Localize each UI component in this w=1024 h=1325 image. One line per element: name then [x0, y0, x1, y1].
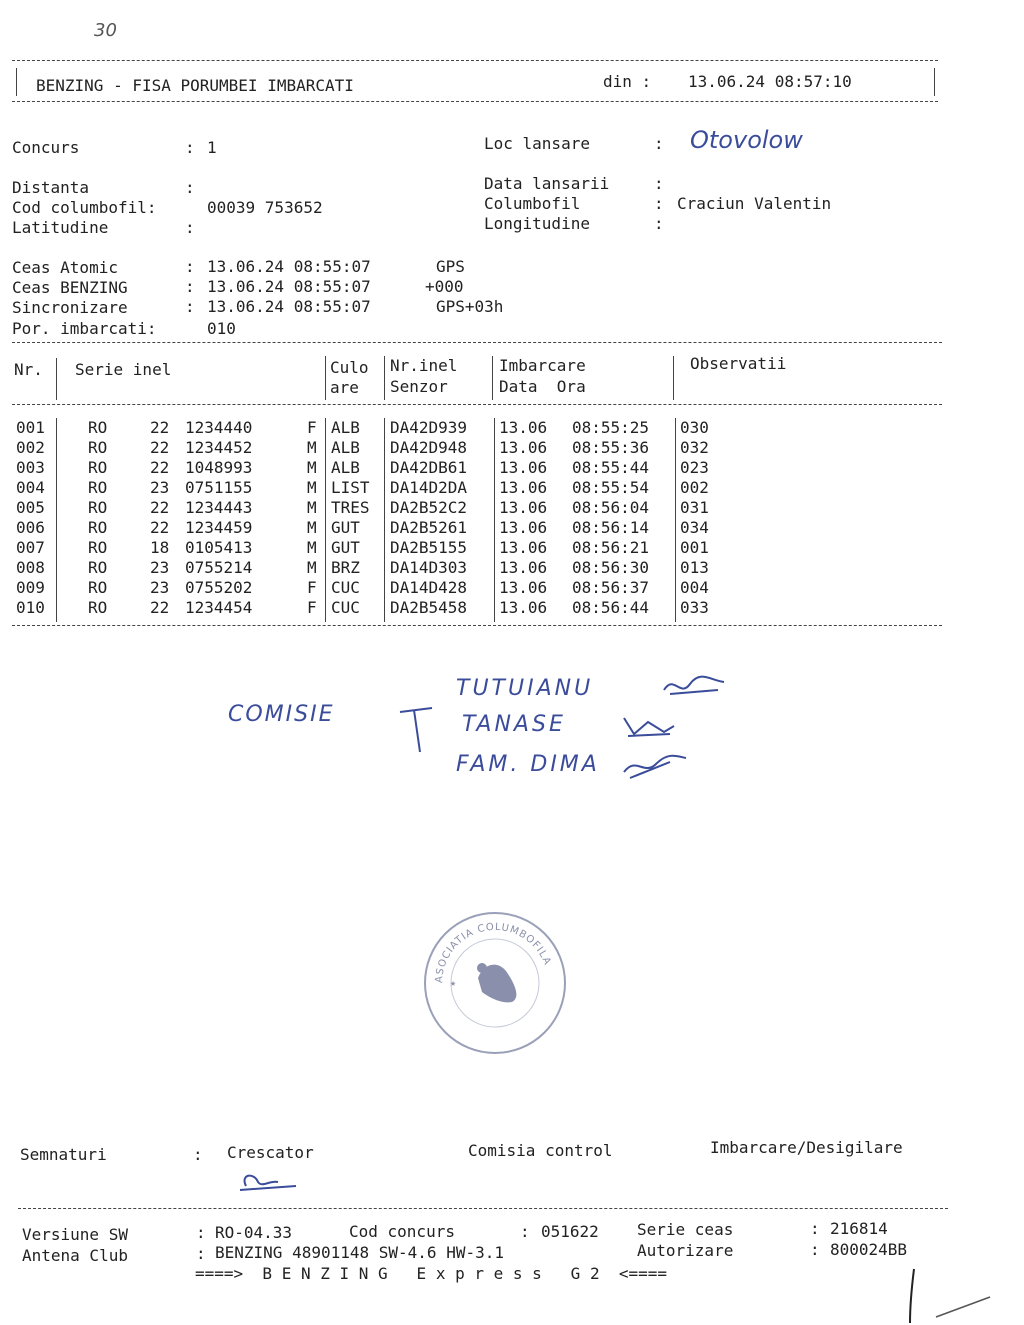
- versiune-sw-label: Versiune SW: [22, 1225, 128, 1244]
- cell-culoare: GUT: [331, 518, 360, 537]
- cell-data: 13.06: [499, 498, 548, 517]
- serie-ceas-label: Serie ceas: [637, 1220, 734, 1239]
- ceas-benzing-note: +000: [425, 277, 464, 296]
- sincronizare-colon: :: [185, 297, 195, 316]
- cell-an: 22: [150, 458, 170, 477]
- cell-senzor: DA2B5261: [390, 518, 468, 537]
- cell-culoare: ALB: [331, 458, 360, 477]
- cell-senzor: DA42DB61: [390, 458, 468, 477]
- autorizare-value: 800024BB: [830, 1240, 908, 1259]
- col-header-nr-inel-2: Senzor: [390, 377, 448, 396]
- cell-tara: RO: [88, 458, 108, 477]
- cell-an: 22: [150, 598, 170, 617]
- table-row: [0, 578, 1024, 598]
- col-sep-serie: [325, 356, 326, 400]
- col-header-culoare-1: Culo: [330, 358, 369, 377]
- header-date-label: din :: [603, 72, 652, 91]
- cell-data: 13.06: [499, 578, 548, 597]
- latitudine-colon: :: [185, 218, 195, 237]
- cell-ora: 08:55:54: [572, 478, 650, 497]
- signature-comisia-label: Comisia control: [468, 1141, 613, 1160]
- svg-text:★: ★: [450, 978, 457, 989]
- cell-sex: M: [307, 498, 317, 517]
- cell-nr: 010: [16, 598, 45, 617]
- cell-culoare: CUC: [331, 598, 360, 617]
- autorizare-label: Autorizare: [637, 1241, 734, 1260]
- table-row: [0, 458, 1024, 478]
- cell-culoare: CUC: [331, 578, 360, 597]
- cell-data: 13.06: [499, 418, 548, 437]
- col-sep-senzor: [492, 356, 493, 400]
- col-header-nr-inel-1: Nr.inel: [390, 356, 458, 375]
- cell-sex: M: [307, 518, 317, 537]
- col-header-nr: Nr.: [14, 360, 43, 379]
- ceas-benzing-value: 13.06.24 08:55:07: [207, 277, 371, 296]
- cell-ora: 08:56:04: [572, 498, 650, 517]
- columbofil-value: Craciun Valentin: [677, 194, 832, 213]
- ceas-benzing-colon: :: [185, 277, 195, 296]
- cell-tara: RO: [88, 598, 108, 617]
- table-row: [0, 538, 1024, 558]
- cell-culoare: ALB: [331, 418, 360, 437]
- cell-ora: 08:55:44: [572, 458, 650, 477]
- cell-data: 13.06: [499, 558, 548, 577]
- page-number-handwritten: 30: [94, 20, 117, 41]
- ceas-atomic-value: 13.06.24 08:55:07: [207, 257, 371, 276]
- cell-ora: 08:55:25: [572, 418, 650, 437]
- porumbei-imbarcati-value: 010: [207, 319, 236, 338]
- cell-culoare: LIST: [331, 478, 370, 497]
- concurs-value: 1: [207, 138, 217, 157]
- cell-numar: 0755214: [185, 558, 253, 577]
- body-sep-nr: [56, 418, 57, 622]
- signature-member-3-icon: [620, 752, 690, 782]
- autorizare-colon: :: [810, 1240, 820, 1259]
- cell-numar: 1234443: [185, 498, 253, 517]
- porumbei-imbarcati-label: Por. imbarcati:: [12, 319, 157, 338]
- longitudine-colon: :: [654, 214, 664, 233]
- footer-top-rule: [18, 1208, 948, 1209]
- cell-obs: 030: [680, 418, 709, 437]
- cell-senzor: DA42D939: [390, 418, 468, 437]
- table-row: [0, 558, 1024, 578]
- versiune-sw-value: RO-04.33: [215, 1223, 293, 1242]
- table-header-rule: [12, 404, 942, 405]
- serie-ceas-value: 216814: [830, 1219, 888, 1238]
- serie-ceas-colon: :: [810, 1219, 820, 1238]
- cell-obs: 034: [680, 518, 709, 537]
- body-sep-imbarcare: [675, 418, 676, 622]
- cell-data: 13.06: [499, 438, 548, 457]
- cell-an: 22: [150, 518, 170, 537]
- loc-lansare-handwritten: Otovolow: [690, 126, 803, 154]
- cod-concurs-value: 051622: [541, 1222, 599, 1241]
- cell-tara: RO: [88, 518, 108, 537]
- cell-senzor: DA2B5155: [390, 538, 468, 557]
- cell-culoare: BRZ: [331, 558, 360, 577]
- body-sep-sex: [325, 418, 326, 622]
- col-sep-culoare: [384, 356, 385, 400]
- header-top-rule: [12, 60, 938, 61]
- cell-culoare: ALB: [331, 438, 360, 457]
- handwritten-member-2: TANASE: [462, 712, 566, 737]
- cell-sex: M: [307, 558, 317, 577]
- cell-ora: 08:55:36: [572, 438, 650, 457]
- data-lansarii-colon: :: [654, 174, 664, 193]
- signature-crescator-label: Crescator: [227, 1143, 314, 1162]
- cell-culoare: GUT: [331, 538, 360, 557]
- cell-obs: 031: [680, 498, 709, 517]
- semnaturi-colon: :: [193, 1145, 203, 1164]
- cod-columbofil-label: Cod columbofil:: [12, 198, 157, 217]
- ceas-atomic-note: GPS: [436, 257, 465, 276]
- body-sep-senzor: [494, 418, 495, 622]
- cell-senzor: DA14D303: [390, 558, 468, 577]
- header-bottom-rule: [12, 101, 938, 102]
- cell-ora: 08:56:21: [572, 538, 650, 557]
- signature-member-2-icon: [620, 712, 680, 742]
- stamp-text: ASOCIATIA COLUMBOFILA: [433, 921, 553, 984]
- cell-an: 23: [150, 578, 170, 597]
- cell-numar: 1234452: [185, 438, 253, 457]
- cell-an: 23: [150, 558, 170, 577]
- header-date-value: 13.06.24 08:57:10: [688, 72, 852, 91]
- cell-tara: RO: [88, 418, 108, 437]
- cell-an: 23: [150, 478, 170, 497]
- cell-tara: RO: [88, 578, 108, 597]
- table-row: [0, 598, 1024, 618]
- loc-lansare-colon: :: [654, 134, 664, 153]
- sincronizare-value: 13.06.24 08:55:07: [207, 297, 371, 316]
- table-top-rule: [12, 342, 942, 343]
- cell-nr: 001: [16, 418, 45, 437]
- cell-numar: 0755202: [185, 578, 253, 597]
- document-title: BENZING - FISA PORUMBEI IMBARCATI: [36, 76, 354, 95]
- cell-numar: 1234454: [185, 598, 253, 617]
- cell-tara: RO: [88, 438, 108, 457]
- cell-senzor: DA42D948: [390, 438, 468, 457]
- concurs-label: Concurs: [12, 138, 80, 157]
- cell-obs: 013: [680, 558, 709, 577]
- cell-tara: RO: [88, 538, 108, 557]
- cell-nr: 004: [16, 478, 45, 497]
- longitudine-label: Longitudine: [484, 214, 590, 233]
- table-row: [0, 518, 1024, 538]
- semnaturi-label: Semnaturi: [20, 1145, 107, 1164]
- cell-numar: 1234440: [185, 418, 253, 437]
- cell-ora: 08:56:30: [572, 558, 650, 577]
- ceas-benzing-label: Ceas BENZING: [12, 278, 128, 297]
- antena-club-value: BENZING 48901148 SW-4.6 HW-3.1: [215, 1243, 504, 1262]
- latitudine-label: Latitudine: [12, 218, 109, 237]
- col-header-imbarcare-1: Imbarcare: [499, 356, 586, 375]
- header-left-border: [16, 68, 17, 96]
- cell-senzor: DA14D2DA: [390, 478, 468, 497]
- loc-lansare-label: Loc lansare: [484, 134, 590, 153]
- col-sep-nr: [56, 358, 57, 400]
- signature-imbarcare-label: Imbarcare/Desigilare: [710, 1138, 903, 1157]
- distanta-colon: :: [185, 178, 195, 197]
- cell-nr: 009: [16, 578, 45, 597]
- cod-concurs-colon: :: [520, 1222, 530, 1241]
- cod-columbofil-value: 00039 753652: [207, 198, 323, 217]
- cell-obs: 002: [680, 478, 709, 497]
- cell-obs: 032: [680, 438, 709, 457]
- cell-tara: RO: [88, 558, 108, 577]
- cell-culoare: TRES: [331, 498, 370, 517]
- col-sep-imbarcare: [673, 356, 674, 400]
- table-row: [0, 478, 1024, 498]
- cell-data: 13.06: [499, 478, 548, 497]
- cell-tara: RO: [88, 478, 108, 497]
- distanta-label: Distanta: [12, 178, 90, 197]
- cell-nr: 006: [16, 518, 45, 537]
- sincronizare-label: Sincronizare: [12, 298, 128, 317]
- cell-nr: 003: [16, 458, 45, 477]
- cell-senzor: DA14D428: [390, 578, 468, 597]
- cell-ora: 08:56:14: [572, 518, 650, 537]
- cell-data: 13.06: [499, 598, 548, 617]
- cell-numar: 1234459: [185, 518, 253, 537]
- concurs-colon: :: [185, 138, 195, 157]
- handwritten-member-3: FAM. DIMA: [456, 752, 600, 777]
- cell-ora: 08:56:37: [572, 578, 650, 597]
- handwritten-member-1: TUTUIANU: [456, 676, 594, 701]
- cell-nr: 002: [16, 438, 45, 457]
- cell-sex: M: [307, 538, 317, 557]
- handwritten-comisie: COMISIE: [228, 702, 335, 727]
- cell-senzor: DA2B5458: [390, 598, 468, 617]
- cell-an: 18: [150, 538, 170, 557]
- cell-data: 13.06: [499, 538, 548, 557]
- columbofil-colon: :: [654, 194, 664, 213]
- cell-obs: 023: [680, 458, 709, 477]
- cell-sex: F: [307, 418, 317, 437]
- table-row: [0, 438, 1024, 458]
- columbofil-label: Columbofil: [484, 194, 581, 213]
- cell-sex: M: [307, 438, 317, 457]
- antena-club-label: Antena Club: [22, 1246, 128, 1265]
- pen-stroke-icon: [900, 1265, 1000, 1325]
- cell-data: 13.06: [499, 518, 548, 537]
- versiune-sw-colon: :: [196, 1223, 206, 1242]
- col-header-serie-inel: Serie inel: [75, 360, 172, 379]
- cell-an: 22: [150, 438, 170, 457]
- cell-obs: 004: [680, 578, 709, 597]
- antena-club-colon: :: [196, 1244, 206, 1263]
- cell-senzor: DA2B52C2: [390, 498, 468, 517]
- ceas-atomic-label: Ceas Atomic: [12, 258, 118, 277]
- col-header-imbarcare-2: Data Ora: [499, 377, 586, 396]
- cell-tara: RO: [88, 498, 108, 517]
- col-header-observatii: Observatii: [690, 354, 787, 373]
- ceas-atomic-colon: :: [185, 257, 195, 276]
- cell-sex: F: [307, 598, 317, 617]
- data-lansarii-label: Data lansarii: [484, 174, 610, 193]
- brace-mark-icon: [396, 706, 456, 766]
- signature-member-1-icon: [660, 672, 730, 702]
- cell-sex: M: [307, 458, 317, 477]
- table-row: [0, 418, 1024, 438]
- cell-ora: 08:56:44: [572, 598, 650, 617]
- cell-nr: 008: [16, 558, 45, 577]
- col-header-culoare-2: are: [330, 378, 359, 397]
- cell-an: 22: [150, 418, 170, 437]
- benzing-express-banner: ====> B E N Z I N G E x p r e s s G 2 <====: [195, 1264, 668, 1283]
- association-stamp-icon: [420, 908, 570, 1058]
- table-bottom-rule: [12, 625, 942, 626]
- cell-numar: 0751155: [185, 478, 253, 497]
- cell-obs: 033: [680, 598, 709, 617]
- header-right-border: [934, 68, 935, 96]
- cell-an: 22: [150, 498, 170, 517]
- cell-numar: 0105413: [185, 538, 253, 557]
- body-sep-culoare: [384, 418, 385, 622]
- cell-sex: M: [307, 478, 317, 497]
- sincronizare-note: GPS+03h: [436, 297, 504, 316]
- cell-nr: 005: [16, 498, 45, 517]
- cod-concurs-label: Cod concurs: [349, 1222, 455, 1241]
- signature-crescator-icon: [236, 1170, 306, 1194]
- cell-numar: 1048993: [185, 458, 253, 477]
- cell-nr: 007: [16, 538, 45, 557]
- cell-obs: 001: [680, 538, 709, 557]
- cell-sex: F: [307, 578, 317, 597]
- cell-data: 13.06: [499, 458, 548, 477]
- table-row: [0, 498, 1024, 518]
